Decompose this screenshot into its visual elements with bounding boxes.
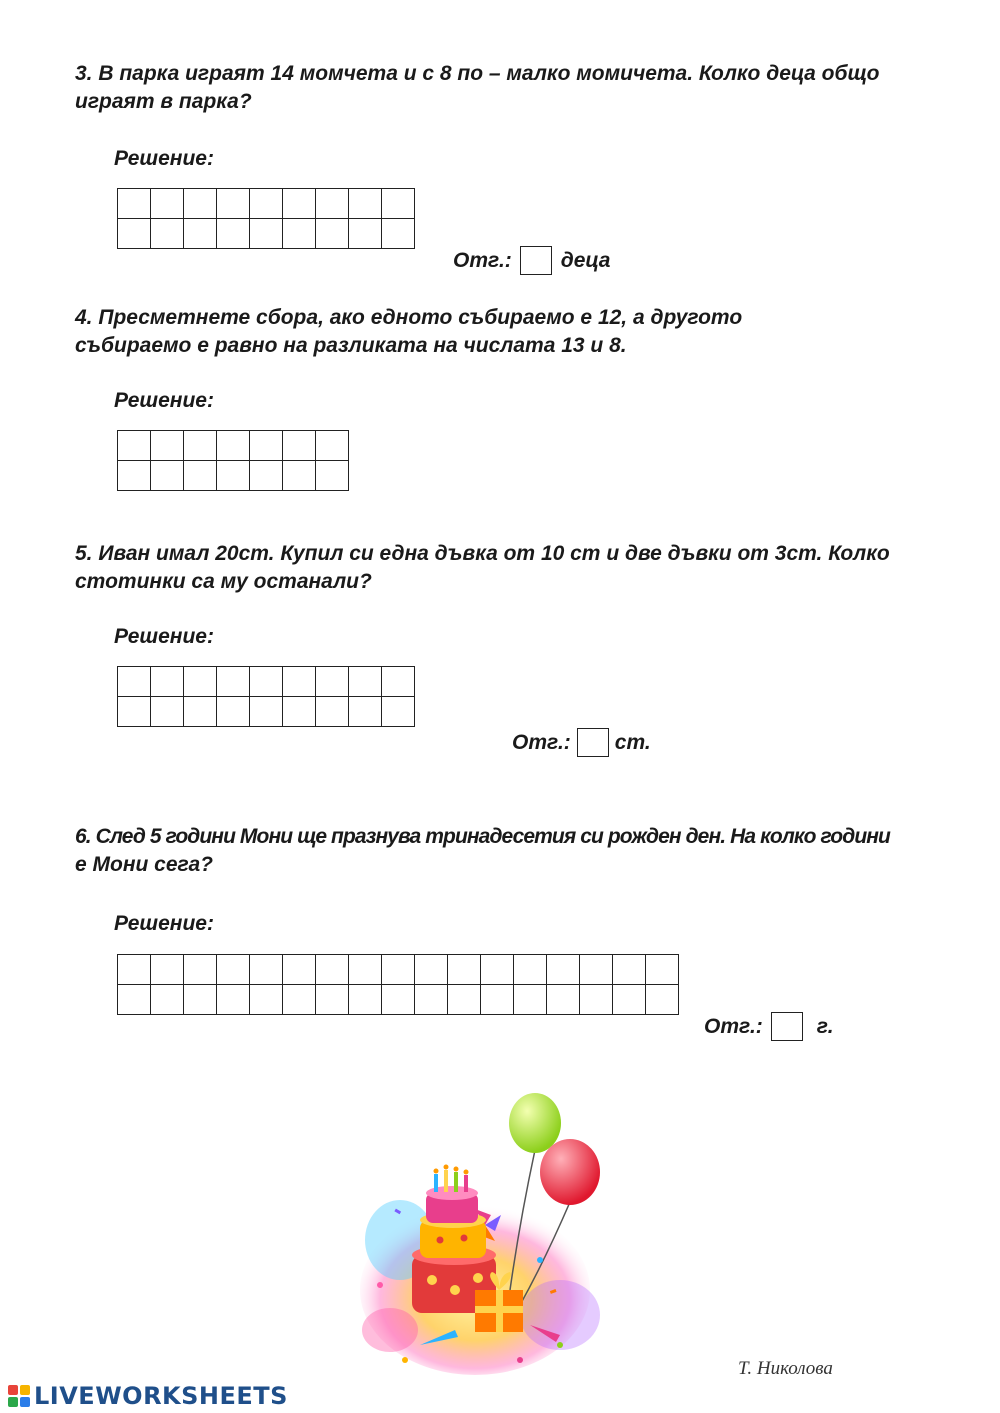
grid-cell[interactable] [250, 985, 283, 1015]
grid-row [118, 985, 679, 1015]
task-4-line-1: 4. Пресметнете сбора, ако едното събираемо е 12, а другото [75, 306, 743, 329]
grid-cell[interactable] [283, 461, 316, 491]
task-5-solution-label: Решение: [114, 625, 214, 648]
grid-cell[interactable] [547, 955, 580, 985]
grid-cell[interactable] [184, 985, 217, 1015]
grid-cell[interactable] [283, 431, 316, 461]
grid-cell[interactable] [316, 697, 349, 727]
liveworksheets-logo-icon [8, 1385, 30, 1407]
grid-cell[interactable] [547, 985, 580, 1015]
grid-cell[interactable] [118, 189, 151, 219]
grid-cell[interactable] [481, 985, 514, 1015]
grid-cell[interactable] [316, 189, 349, 219]
grid-row [118, 955, 679, 985]
grid-cell[interactable] [217, 461, 250, 491]
grid-row [118, 219, 415, 249]
grid-cell[interactable] [250, 189, 283, 219]
grid-cell[interactable] [613, 955, 646, 985]
grid-cell[interactable] [514, 985, 547, 1015]
grid-cell[interactable] [184, 667, 217, 697]
task-6-line-1: 6. След 5 години Мони ще празнува тринадесетия си рожден ден. На колко години [75, 825, 890, 848]
task-6-answer-box[interactable] [771, 1012, 803, 1041]
grid-cell[interactable] [283, 955, 316, 985]
task-4-solution-label: Решение: [114, 389, 214, 412]
task-6-text [75, 823, 975, 879]
grid-cell[interactable] [415, 955, 448, 985]
task-3-answer-prefix: Отг.: [453, 248, 512, 272]
grid-cell[interactable] [349, 697, 382, 727]
grid-cell[interactable] [184, 955, 217, 985]
task-3-answer-box[interactable] [520, 246, 552, 275]
grid-cell[interactable] [118, 955, 151, 985]
grid-cell[interactable] [580, 985, 613, 1015]
grid-cell[interactable] [316, 667, 349, 697]
grid-cell[interactable] [646, 955, 679, 985]
task-5-line-2: стотинки са му останали? [75, 570, 372, 593]
birthday-cake-balloons-icon [360, 1090, 610, 1380]
grid-cell[interactable] [151, 955, 184, 985]
grid-cell[interactable] [151, 461, 184, 491]
grid-row [118, 461, 349, 491]
grid-cell[interactable] [316, 955, 349, 985]
task-3-solution-label: Решение: [114, 147, 214, 170]
grid-cell[interactable] [184, 219, 217, 249]
grid-cell[interactable] [217, 431, 250, 461]
grid-cell[interactable] [448, 985, 481, 1015]
task-3-text [75, 60, 975, 116]
grid-cell[interactable] [217, 985, 250, 1015]
task-6-solution-label: Решение: [114, 912, 214, 935]
grid-cell[interactable] [415, 985, 448, 1015]
grid-row [118, 431, 349, 461]
grid-cell[interactable] [151, 431, 184, 461]
grid-cell[interactable] [250, 697, 283, 727]
grid-cell[interactable] [118, 985, 151, 1015]
task-5-answer [512, 728, 651, 757]
grid-cell[interactable] [151, 985, 184, 1015]
grid-cell[interactable] [118, 697, 151, 727]
grid-cell[interactable] [514, 955, 547, 985]
grid-cell[interactable] [349, 667, 382, 697]
task-4-solution-grid[interactable] [117, 430, 349, 491]
liveworksheets-logo[interactable] [8, 1382, 288, 1410]
grid-cell[interactable] [217, 667, 250, 697]
grid-cell[interactable] [250, 431, 283, 461]
grid-cell[interactable] [250, 219, 283, 249]
grid-cell[interactable] [316, 219, 349, 249]
grid-cell[interactable] [217, 219, 250, 249]
grid-row [118, 189, 415, 219]
task-3-line-1: 3. В парка играят 14 момчета и с 8 по – малко момичета. Колко деца общо [75, 62, 880, 85]
grid-cell[interactable] [118, 461, 151, 491]
grid-cell[interactable] [382, 219, 415, 249]
task-6-answer-unit: г. [816, 1014, 834, 1038]
grid-cell[interactable] [184, 189, 217, 219]
grid-cell[interactable] [217, 955, 250, 985]
task-5-answer-prefix: Отг.: [512, 730, 571, 754]
grid-cell[interactable] [481, 955, 514, 985]
grid-cell[interactable] [283, 697, 316, 727]
task-4-text [75, 304, 975, 360]
grid-cell[interactable] [382, 697, 415, 727]
grid-cell[interactable] [382, 667, 415, 697]
grid-cell[interactable] [580, 955, 613, 985]
grid-cell[interactable] [184, 431, 217, 461]
grid-cell[interactable] [151, 219, 184, 249]
task-3-solution-grid[interactable] [117, 188, 415, 249]
grid-cell[interactable] [118, 219, 151, 249]
task-5-line-1: 5. Иван имал 20ст. Купил си една дъвка от 10 ст и две дъвки от 3ст. Колко [75, 542, 890, 565]
grid-cell[interactable] [613, 985, 646, 1015]
task-6-answer-prefix: Отг.: [704, 1014, 763, 1038]
grid-cell[interactable] [316, 985, 349, 1015]
task-5-solution-grid[interactable] [117, 666, 415, 727]
grid-cell[interactable] [316, 461, 349, 491]
grid-cell[interactable] [646, 985, 679, 1015]
grid-cell[interactable] [283, 219, 316, 249]
grid-cell[interactable] [250, 955, 283, 985]
grid-cell[interactable] [382, 955, 415, 985]
grid-cell[interactable] [316, 431, 349, 461]
grid-cell[interactable] [382, 189, 415, 219]
grid-row [118, 697, 415, 727]
grid-cell[interactable] [382, 985, 415, 1015]
grid-cell[interactable] [118, 667, 151, 697]
grid-cell[interactable] [283, 189, 316, 219]
grid-cell[interactable] [151, 667, 184, 697]
task-3-answer-unit: деца [560, 248, 611, 272]
grid-cell[interactable] [250, 461, 283, 491]
grid-cell[interactable] [349, 985, 382, 1015]
task-6-line-2: е Мони сега? [75, 853, 213, 876]
author-signature: Т. Николова [738, 1358, 833, 1379]
grid-cell[interactable] [448, 955, 481, 985]
task-3-line-2: играят в парка? [75, 90, 252, 113]
grid-cell[interactable] [151, 189, 184, 219]
grid-cell[interactable] [118, 431, 151, 461]
grid-cell[interactable] [349, 219, 382, 249]
grid-cell[interactable] [184, 461, 217, 491]
grid-cell[interactable] [349, 189, 382, 219]
grid-cell[interactable] [283, 667, 316, 697]
task-5-text [75, 540, 975, 596]
grid-cell[interactable] [151, 697, 184, 727]
grid-cell[interactable] [283, 985, 316, 1015]
task-5-answer-unit: ст. [614, 730, 651, 754]
task-6-answer [704, 1012, 834, 1041]
grid-cell[interactable] [217, 189, 250, 219]
task-5-answer-box[interactable] [577, 728, 609, 757]
grid-row [118, 667, 415, 697]
grid-cell[interactable] [184, 697, 217, 727]
task-3-answer [453, 246, 610, 275]
task-4-line-2: събираемо е равно на разликата на числата 13 и 8. [75, 334, 627, 357]
grid-cell[interactable] [250, 667, 283, 697]
liveworksheets-logo-text: LIVEWORKSHEETS [34, 1382, 288, 1410]
grid-cell[interactable] [217, 697, 250, 727]
task-6-solution-grid[interactable] [117, 954, 679, 1015]
grid-cell[interactable] [349, 955, 382, 985]
